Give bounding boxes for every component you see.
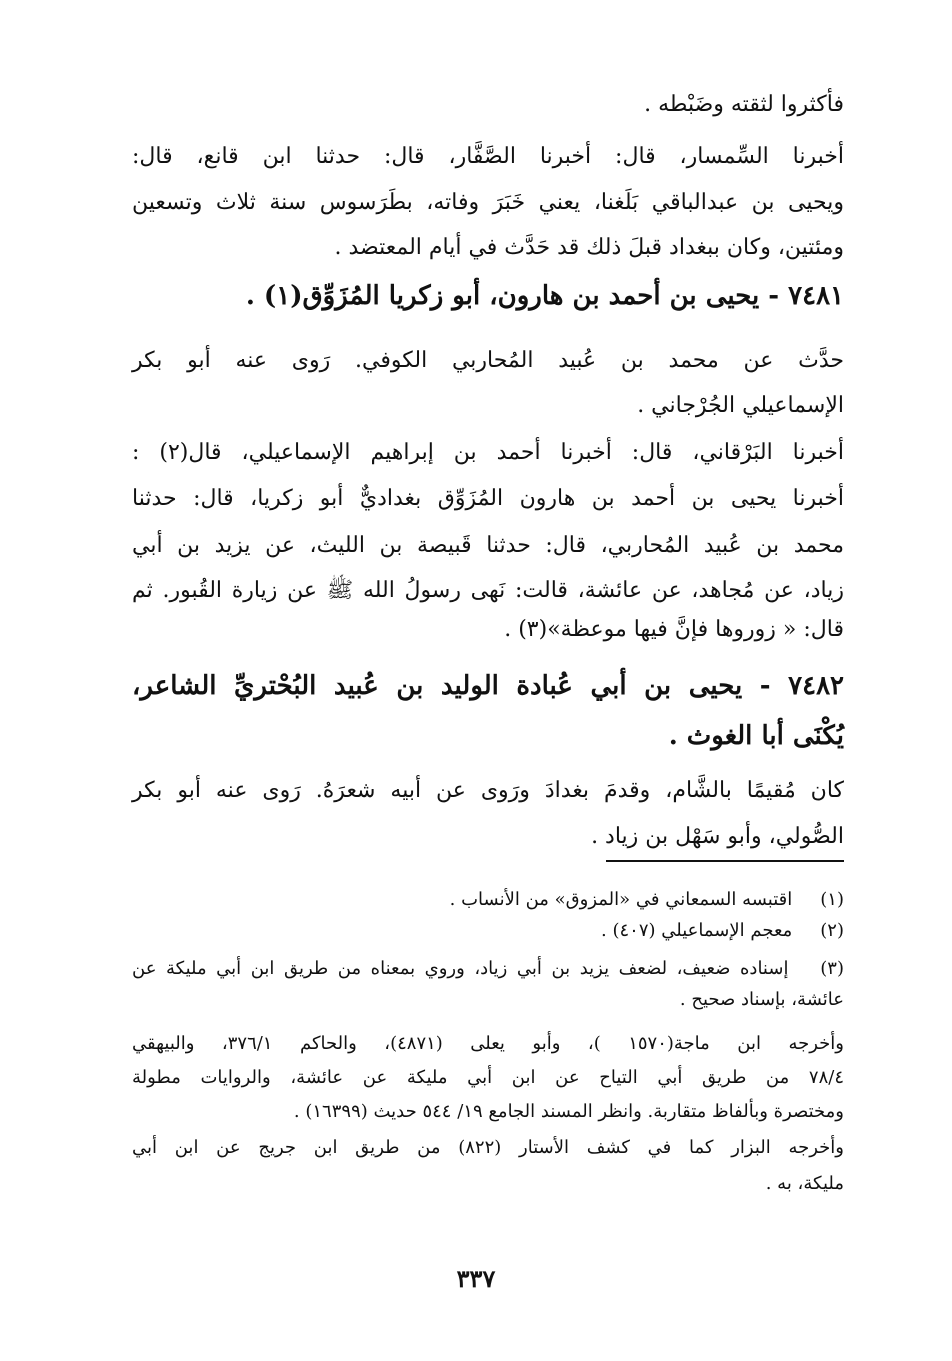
footnote-line: مليكة، به . [765,1173,844,1194]
footnote-1 [132,886,844,914]
footnote-line: وأخرجه ابن ماجة(١٥٧٠ )، وأبو يعلى (٤٨٧١)، والحاكم ٣٧٦/١، والبيهقي [132,1033,844,1054]
footnote-3 [132,955,844,983]
entry-heading-7482: ٧٤٨٢ - يحيى بن أبي عُبادة الوليد بن عُبيد البُحْتريِّ الشاعر، [132,671,844,701]
text-line: زياد، عن مُجاهد، عن عائشة، قالت: نَهى رسولُ الله ﷺ عن زيارة القُبور. ثم [132,578,844,603]
footnote-text: إسناده ضعيف، لضعف يزيد بن أبي زياد، وروي بمعناه من طريق ابن أبي مليكة عن [132,958,789,979]
footnote-2 [132,917,844,945]
text-line: الإسماعيلي الجُرْجاني . [637,393,844,418]
page-number [0,1264,952,1293]
text-line: أخبرنا السِّمسار، قال: أخبرنا الصَّفَّار، قال: حدثنا ابن قانع، قال: [132,144,844,169]
text-line: ويحيى بن عبدالباقي بَلَغنا، يعني خَبَرَ وفاته، بطَرَسوس سنة ثلاث وتسعين [132,190,844,215]
footnote-number: (١) [820,889,844,910]
text-line: قال: « زوروها فإنَّ فيها موعظة»(٣) . [504,617,844,642]
text-line: الصُّولي، وأبو سَهْل بن زياد . [591,824,844,849]
text-line: فأكثروا لثقته وضَبْطه . [644,92,844,117]
entry-heading-7482-cont: يُكْنَى أبا الغوث . [668,721,844,751]
footnote-line: ٧٨/٤ من طريق أبي التياح عن ابن أبي مليكة عن عائشة، والروايات مطولة [132,1067,844,1088]
text-line: أخبرنا البَرْقاني، قال: أخبرنا أحمد بن إبراهيم الإسماعيلي، قال(٢) : [132,440,844,465]
text-line: كان مُقيمًا بالشَّام، وقدمَ بغدادَ ورَوى عن أبيه شعرَهُ. رَوى عنه أبو بكر [132,778,844,803]
text-line: حدَّث عن محمد بن عُبيد المُحاربي الكوفي. رَوى عنه أبو بكر [132,348,844,373]
footnote-number: (٢) [820,920,844,941]
entry-heading-7481: ٧٤٨١ - يحيى بن أحمد بن هارون، أبو زكريا المُزَوِّق(١) . [245,281,844,311]
footnote-number: (٣) [820,958,844,979]
footnote-text: معجم الإسماعيلي (٤٠٧) . [601,920,793,941]
footnote-text: اقتبسه السمعاني في «المزوق» من الأنساب . [449,889,793,910]
footnote-line: ومختصرة وبألفاظ متقاربة. وانظر المسند الجامع ١٩/ ٥٤٤ حديث (١٦٣٩٩) . [293,1101,844,1122]
footnote-separator [606,860,844,862]
footnote-line: وأخرجه البزار كما في كشف الأستار (٨٢٢) من طريق ابن جريج عن ابن أبي [132,1137,844,1158]
text-line: محمد بن عُبيد المُحاربي، قال: حدثنا قَبيصة بن الليث، عن يزيد بن أبي [132,533,844,558]
text-line: ومئتين، وكان ببغداد قبلَ ذلك قد حَدَّث في أيام المعتضد . [334,235,844,260]
page-number-text: ٣٣٧ [456,1264,496,1293]
text-line: أخبرنا يحيى بن أحمد بن هارون المُزَوِّق بغداديٌّ أبو زكريا، قال: حدثنا [132,486,844,511]
footnote-line: عائشة، بإسناد صحيح . [679,989,844,1010]
